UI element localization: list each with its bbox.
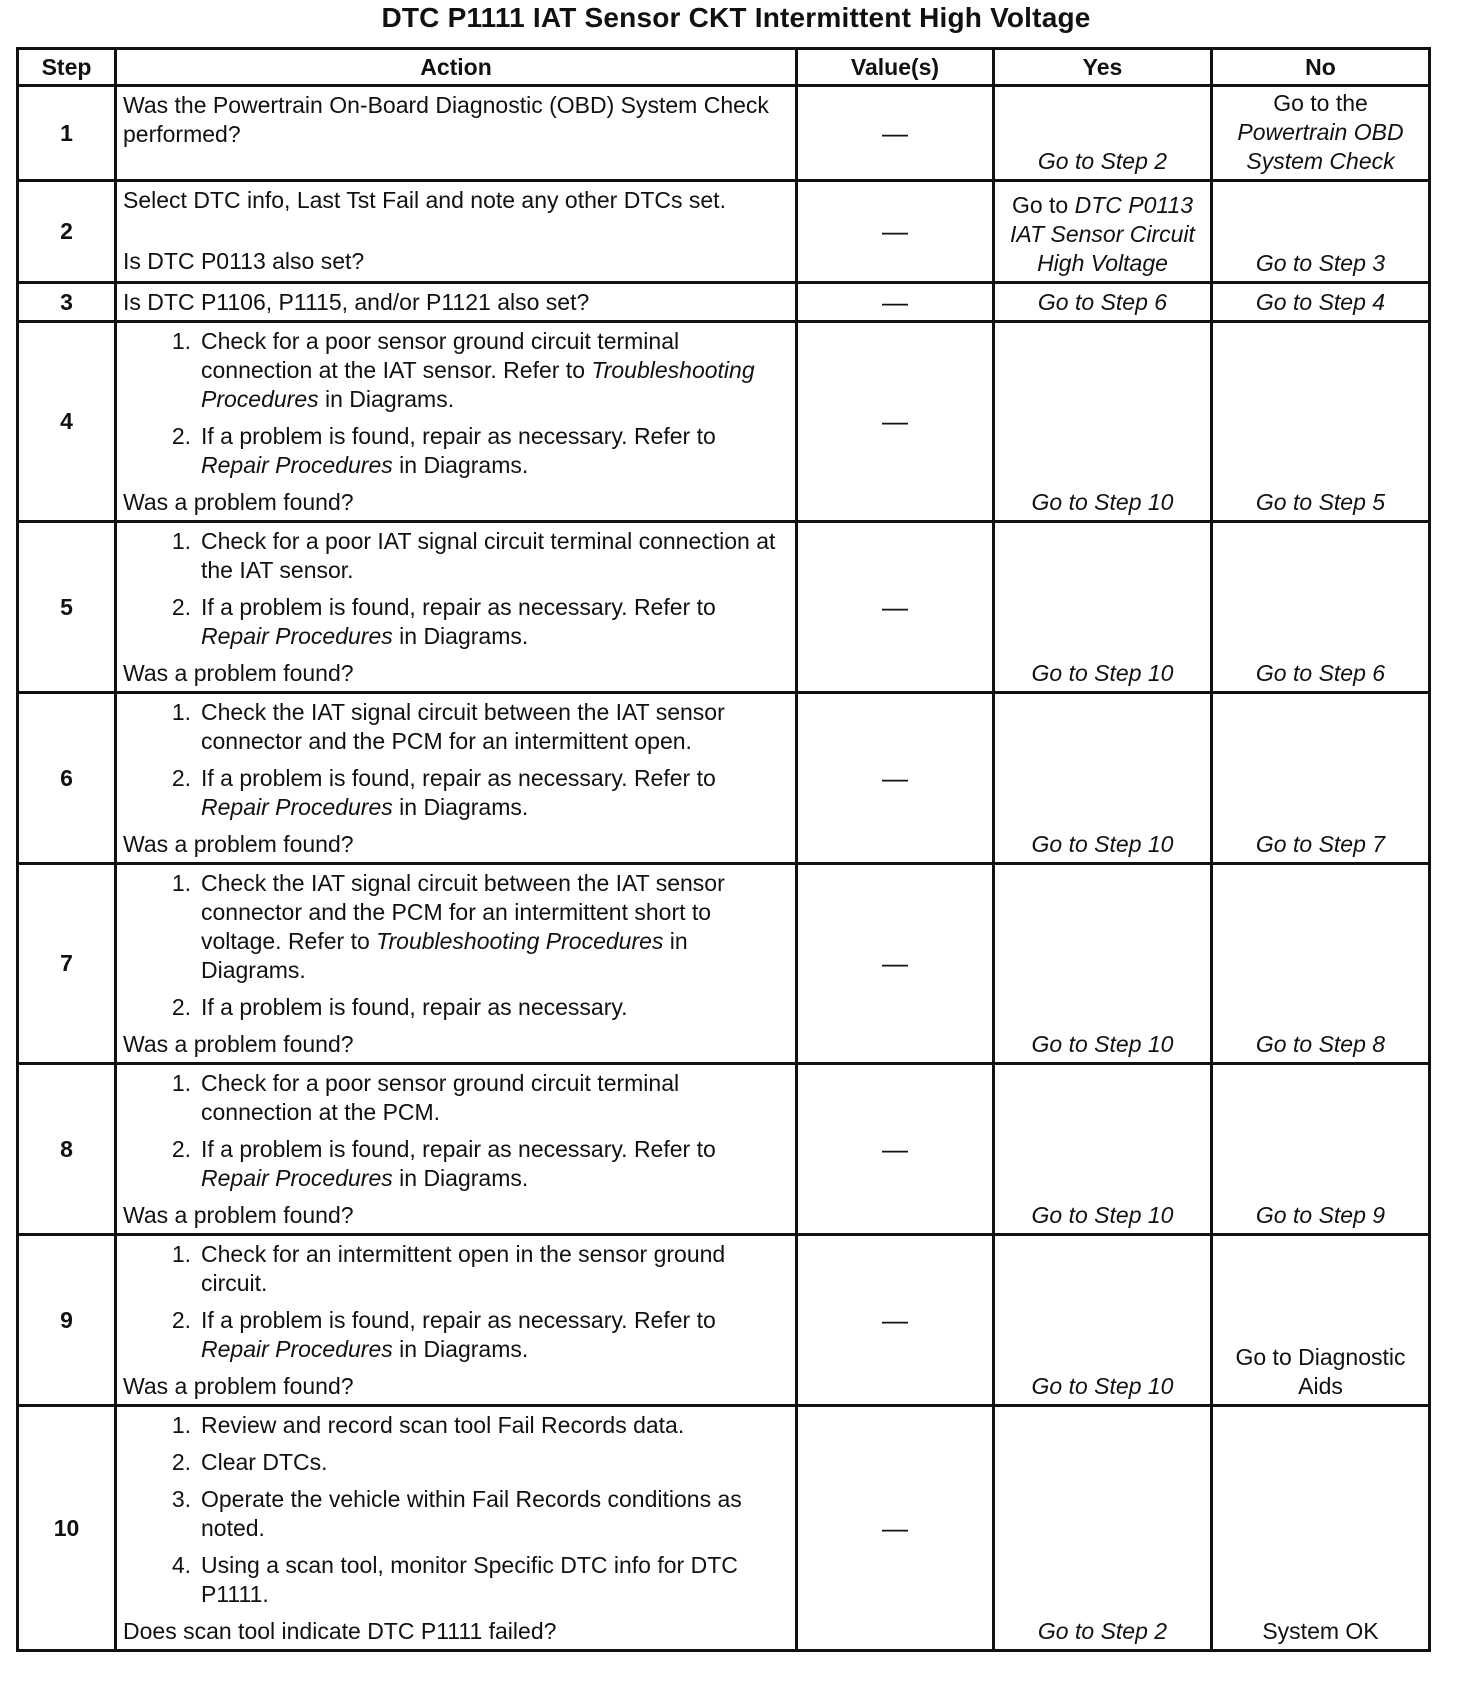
action-step-number: 1. xyxy=(171,1070,191,1096)
no-prefix-text: Go to Diagnostic Aids xyxy=(1235,1344,1406,1399)
yes-cell xyxy=(994,1406,1212,1651)
action-step-body: Review and record scan tool Fail Records data. xyxy=(201,1412,685,1438)
action-step-body: If a problem is found, repair as necessary. Refer to xyxy=(201,594,716,620)
action-step-text xyxy=(201,1306,789,1364)
action-body xyxy=(123,327,789,488)
action-step-item xyxy=(151,1448,789,1477)
action-step-item xyxy=(151,1135,789,1193)
no-goto-link[interactable]: Go to Step 3 xyxy=(1255,250,1386,276)
action-step-item xyxy=(151,593,789,651)
value-cell: — xyxy=(797,1064,994,1235)
action-step-number: 3. xyxy=(171,1486,191,1512)
action-step-number: 2. xyxy=(171,765,191,791)
action-question: Is DTC P0113 also set? xyxy=(123,248,365,274)
no-goto-link[interactable]: Go to Step 7 xyxy=(1255,831,1386,857)
yes-goto-link[interactable]: Go to Step 6 xyxy=(1037,289,1168,315)
action-step-body: Check for an intermittent open in the sensor ground circuit. xyxy=(201,1241,726,1296)
table-row xyxy=(18,522,1430,693)
action-step-number: 2. xyxy=(171,1307,191,1333)
no-cell xyxy=(1212,181,1430,283)
action-step-body: Check for a poor IAT signal circuit terminal connection at the IAT sensor. xyxy=(201,528,776,583)
action-content xyxy=(123,186,789,276)
action-step-text xyxy=(201,1240,789,1298)
action-steps-list xyxy=(123,1240,789,1364)
action-question: Was a problem found? xyxy=(123,660,354,686)
action-step-number: 1. xyxy=(171,1241,191,1267)
action-step-text xyxy=(201,993,628,1022)
procedure-reference: Troubleshooting Procedures xyxy=(376,928,664,954)
action-step-text xyxy=(201,1411,684,1440)
action-step-number: 2. xyxy=(171,1136,191,1162)
step-number: 2 xyxy=(18,181,116,283)
yes-goto-link[interactable]: Go to Step 10 xyxy=(1031,1031,1174,1057)
action-step-body: If a problem is found, repair as necessary. xyxy=(201,994,628,1020)
action-step-item xyxy=(151,527,789,585)
procedure-reference: Troubleshooting Procedures xyxy=(201,357,755,412)
yes-prefix-text: Go to xyxy=(1011,192,1069,218)
value-cell: — xyxy=(797,693,994,864)
no-cell xyxy=(1212,283,1430,322)
no-cell xyxy=(1212,1406,1430,1651)
action-step-tail: in Diagrams. xyxy=(399,1336,529,1362)
yes-cell xyxy=(994,864,1212,1064)
no-prefix-text: System OK xyxy=(1262,1618,1379,1644)
action-body xyxy=(123,91,789,149)
step-number: 7 xyxy=(18,864,116,1064)
yes-cell xyxy=(994,693,1212,864)
action-step-item xyxy=(151,1306,789,1364)
no-cell xyxy=(1212,693,1430,864)
step-number: 3 xyxy=(18,283,116,322)
action-step-item xyxy=(151,1551,789,1609)
action-step-text xyxy=(201,1551,789,1609)
action-question: Was a problem found? xyxy=(123,1373,354,1399)
action-question: Was a problem found? xyxy=(123,1031,354,1057)
no-goto-link[interactable]: Go to Step 9 xyxy=(1255,1202,1386,1228)
procedure-reference: Repair Procedures xyxy=(201,1336,393,1362)
action-step-text xyxy=(201,1135,789,1193)
value-cell: — xyxy=(797,86,994,181)
value-cell: — xyxy=(797,1406,994,1651)
action-body xyxy=(123,527,789,659)
action-step-item xyxy=(151,1069,789,1127)
action-step-body: If a problem is found, repair as necessary. Refer to xyxy=(201,1136,716,1162)
table-row xyxy=(18,283,1430,322)
action-body xyxy=(123,698,789,830)
action-step-tail: in Diagrams. xyxy=(399,794,529,820)
yes-cell xyxy=(994,86,1212,181)
action-content xyxy=(123,288,789,317)
action-step-number: 2. xyxy=(171,594,191,620)
action-steps-list xyxy=(123,1069,789,1193)
action-cell xyxy=(116,522,797,693)
yes-goto-link[interactable]: Go to Step 10 xyxy=(1031,1202,1174,1228)
action-step-body: Check the IAT signal circuit between the IAT sensor connector and the PCM for an intermittent open. xyxy=(201,699,725,754)
action-steps-list xyxy=(123,698,789,822)
action-steps-list xyxy=(123,869,789,1022)
table-row xyxy=(18,322,1430,522)
action-body xyxy=(123,1069,789,1201)
no-goto-link[interactable]: Go to Step 4 xyxy=(1255,289,1386,315)
action-body xyxy=(123,1240,789,1372)
table-row xyxy=(18,1064,1430,1235)
action-step-number: 2. xyxy=(171,423,191,449)
table-row xyxy=(18,86,1430,181)
action-step-text xyxy=(201,422,789,480)
table-row xyxy=(18,1235,1430,1406)
no-cell xyxy=(1212,1064,1430,1235)
value-cell: — xyxy=(797,283,994,322)
action-step-tail: in Diagrams. xyxy=(201,928,688,983)
action-steps-list xyxy=(123,327,789,480)
column-header-action: Action xyxy=(116,49,797,86)
action-step-text xyxy=(201,593,789,651)
action-step-body: If a problem is found, repair as necessary. Refer to xyxy=(201,423,716,449)
action-content xyxy=(123,527,789,688)
action-step-text xyxy=(201,869,789,985)
action-content xyxy=(123,327,789,517)
yes-goto-link[interactable]: DTC P0113 IAT Sensor Circuit High Voltage xyxy=(1010,192,1195,276)
action-question: Was a problem found? xyxy=(123,831,354,857)
value-cell: — xyxy=(797,1235,994,1406)
no-goto-link[interactable]: Powertrain OBD System Check xyxy=(1237,119,1404,174)
action-step-number: 1. xyxy=(171,1412,191,1438)
action-step-number: 1. xyxy=(171,328,191,354)
action-content xyxy=(123,1411,789,1646)
table-row xyxy=(18,1406,1430,1651)
yes-goto-link[interactable]: Go to Step 10 xyxy=(1031,489,1174,515)
step-number: 8 xyxy=(18,1064,116,1235)
action-step-tail: in Diagrams. xyxy=(325,386,455,412)
action-cell xyxy=(116,1235,797,1406)
column-header-no: No xyxy=(1212,49,1430,86)
action-step-item xyxy=(151,869,789,985)
step-number: 10 xyxy=(18,1406,116,1651)
action-step-body: Check the IAT signal circuit between the IAT sensor connector and the PCM for an intermittent short to voltage. Refer to xyxy=(201,870,725,954)
action-question: Was a problem found? xyxy=(123,489,354,515)
action-body xyxy=(123,186,789,215)
no-goto-link[interactable]: Go to Step 6 xyxy=(1255,660,1386,686)
action-content xyxy=(123,1240,789,1401)
action-step-number: 1. xyxy=(171,528,191,554)
step-number: 9 xyxy=(18,1235,116,1406)
step-number: 4 xyxy=(18,322,116,522)
action-cell xyxy=(116,181,797,283)
no-cell xyxy=(1212,1235,1430,1406)
step-number: 1 xyxy=(18,86,116,181)
action-step-text xyxy=(201,1069,789,1127)
action-step-item xyxy=(151,993,789,1022)
action-step-number: 2. xyxy=(171,994,191,1020)
action-cell xyxy=(116,86,797,181)
column-header-yes: Yes xyxy=(994,49,1212,86)
action-cell xyxy=(116,693,797,864)
no-cell xyxy=(1212,864,1430,1064)
yes-cell xyxy=(994,181,1212,283)
value-cell: — xyxy=(797,864,994,1064)
action-question: Is DTC P1106, P1115, and/or P1121 also set? xyxy=(123,289,590,315)
action-body xyxy=(123,869,789,1030)
procedure-reference: Repair Procedures xyxy=(201,1165,393,1191)
action-step-item xyxy=(151,1485,789,1543)
action-step-item xyxy=(151,1411,789,1440)
action-question: Does scan tool indicate DTC P1111 failed? xyxy=(123,1618,557,1644)
diagnostic-table xyxy=(16,47,1431,1652)
action-cell xyxy=(116,864,797,1064)
yes-cell xyxy=(994,522,1212,693)
action-body xyxy=(123,1411,789,1617)
action-content xyxy=(123,91,789,173)
value-cell: — xyxy=(797,522,994,693)
action-cell xyxy=(116,283,797,322)
yes-cell xyxy=(994,1064,1212,1235)
action-step-text xyxy=(201,1485,789,1543)
action-step-body: Operate the vehicle within Fail Records conditions as noted. xyxy=(201,1486,742,1541)
action-step-number: 4. xyxy=(171,1552,191,1578)
action-step-number: 1. xyxy=(171,699,191,725)
value-cell: — xyxy=(797,181,994,283)
action-step-tail: in Diagrams. xyxy=(399,1165,529,1191)
no-prefix-text: Go to the xyxy=(1273,90,1368,116)
header-row xyxy=(18,49,1430,86)
step-number: 5 xyxy=(18,522,116,693)
action-step-tail: in Diagrams. xyxy=(399,623,529,649)
action-step-body: Using a scan tool, monitor Specific DTC info for DTC P1111. xyxy=(201,1552,738,1607)
action-step-item xyxy=(151,422,789,480)
action-step-body: If a problem is found, repair as necessary. Refer to xyxy=(201,1307,716,1333)
action-cell xyxy=(116,1064,797,1235)
action-step-body: Check for a poor sensor ground circuit terminal connection at the PCM. xyxy=(201,1070,680,1125)
page-title: DTC P1111 IAT Sensor CKT Intermittent High Voltage xyxy=(381,2,1091,33)
action-step-text xyxy=(201,327,789,414)
value-cell: — xyxy=(797,322,994,522)
action-step-text xyxy=(201,764,789,822)
action-step-item xyxy=(151,1240,789,1298)
yes-goto-link[interactable]: Go to Step 10 xyxy=(1031,660,1174,686)
action-step-text xyxy=(201,1448,328,1477)
table-row xyxy=(18,181,1430,283)
no-cell xyxy=(1212,522,1430,693)
action-cell xyxy=(116,322,797,522)
yes-cell xyxy=(994,322,1212,522)
yes-goto-link[interactable]: Go to Step 2 xyxy=(1037,148,1168,174)
action-step-number: 1. xyxy=(171,870,191,896)
yes-cell xyxy=(994,283,1212,322)
yes-goto-link[interactable]: Go to Step 10 xyxy=(1031,831,1174,857)
action-step-text xyxy=(201,698,789,756)
action-step-number: 2. xyxy=(171,1449,191,1475)
table-row xyxy=(18,693,1430,864)
yes-cell xyxy=(994,1235,1212,1406)
action-step-item xyxy=(151,327,789,414)
action-step-body: Check for a poor sensor ground circuit terminal connection at the IAT sensor. Refer to xyxy=(201,328,680,383)
column-header-step: Step xyxy=(18,49,116,86)
yes-goto-link[interactable]: Go to Step 10 xyxy=(1031,1373,1174,1399)
action-step-tail: in Diagrams. xyxy=(399,452,529,478)
column-header-value: Value(s) xyxy=(797,49,994,86)
action-step-item xyxy=(151,698,789,756)
step-number: 6 xyxy=(18,693,116,864)
no-cell xyxy=(1212,322,1430,522)
action-steps-list xyxy=(123,527,789,651)
action-content xyxy=(123,698,789,859)
no-goto-link[interactable]: Go to Step 5 xyxy=(1255,489,1386,515)
yes-goto-link[interactable]: Go to Step 2 xyxy=(1037,1618,1168,1644)
action-step-body: If a problem is found, repair as necessary. Refer to xyxy=(201,765,716,791)
no-goto-link[interactable]: Go to Step 8 xyxy=(1255,1031,1386,1057)
action-step-body: Clear DTCs. xyxy=(201,1449,328,1475)
action-step-item xyxy=(151,764,789,822)
action-content xyxy=(123,1069,789,1230)
action-text: Select DTC info, Last Tst Fail and note any other DTCs set. xyxy=(123,187,726,213)
procedure-reference: Repair Procedures xyxy=(201,794,393,820)
action-step-text xyxy=(201,527,789,585)
action-text: Was the Powertrain On-Board Diagnostic (OBD) System Check performed? xyxy=(123,92,769,147)
action-cell xyxy=(116,1406,797,1651)
table-row xyxy=(18,864,1430,1064)
action-question: Was a problem found? xyxy=(123,1202,354,1228)
action-content xyxy=(123,869,789,1059)
no-cell xyxy=(1212,86,1430,181)
procedure-reference: Repair Procedures xyxy=(201,452,393,478)
procedure-reference: Repair Procedures xyxy=(201,623,393,649)
action-steps-list xyxy=(123,1411,789,1609)
